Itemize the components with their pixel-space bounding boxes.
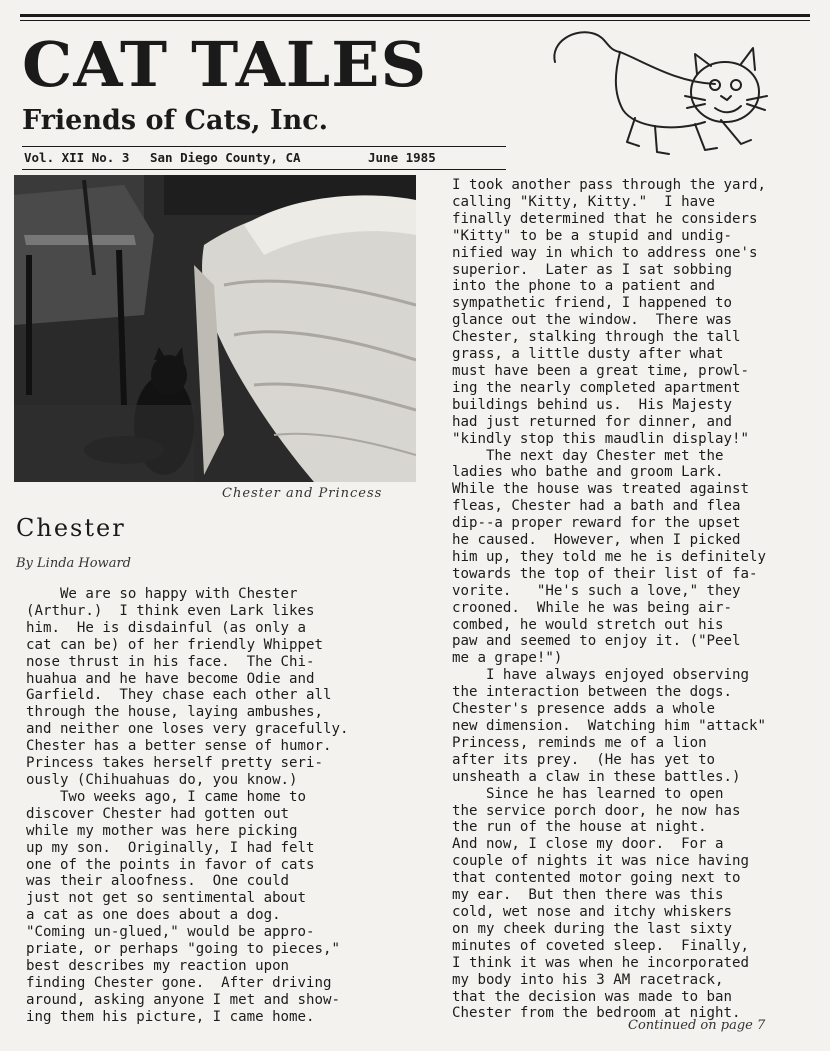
article-line: the interaction between the dogs. — [452, 684, 733, 701]
article-right-column — [452, 177, 766, 1022]
photo-caption: Chester and Princess — [222, 486, 383, 501]
article-line: "Coming un-glued," would be appro- — [26, 924, 315, 941]
article-line: on my cheek during the last sixty — [452, 920, 733, 937]
article-byline: By Linda Howard — [16, 556, 131, 571]
article-line: The next day Chester met the — [452, 447, 724, 464]
article-line: cold, wet nose and itchy whiskers — [452, 903, 733, 920]
article-line: finally determined that he considers — [452, 210, 758, 227]
cat-doodle-illustration — [545, 22, 775, 172]
article-line: while my mother was here picking — [26, 822, 298, 839]
masthead-top-rule-thin — [20, 20, 810, 21]
article-line: had just returned for dinner, and — [452, 413, 733, 430]
article-line: the run of the house at night. — [452, 819, 707, 836]
article-line: the service porch door, he now has — [452, 802, 741, 819]
article-line: ing them his picture, I came home. — [26, 1008, 315, 1025]
article-line: sympathetic friend, I happened to — [452, 295, 733, 312]
article-line: ing the nearly completed apartment — [452, 379, 741, 396]
article-line: Two weeks ago, I came home to — [26, 788, 307, 805]
article-left-column — [26, 586, 348, 1026]
article-line: him. He is disdainful (as only a — [26, 619, 307, 636]
article-line: was their aloofness. One could — [26, 873, 290, 890]
continued-note: Continued on page 7 — [628, 1018, 766, 1033]
article-line: he caused. However, when I picked — [452, 532, 741, 549]
article-line: towards the top of their list of fa- — [452, 565, 758, 582]
article-line: after its prey. (He has yet to — [452, 751, 716, 768]
issue-volume: Vol. XII No. 3 — [24, 150, 130, 165]
article-line: vorite. "He's such a love," they — [452, 582, 741, 599]
newsletter-title: CAT TALES — [22, 28, 428, 101]
article-line: that the decision was made to ban — [452, 988, 733, 1005]
article-line: couple of nights it was nice having — [452, 853, 749, 870]
article-line: around, asking anyone I met and show- — [26, 991, 340, 1008]
article-line: must have been a great time, prowl- — [452, 362, 749, 379]
article-line: fleas, Chester had a bath and flea — [452, 498, 741, 515]
article-line: through the house, laying ambushes, — [26, 704, 323, 721]
article-line: Princess, reminds me of a lion — [452, 734, 707, 751]
article-line: finding Chester gone. After driving — [26, 974, 332, 991]
article-line: him up, they told me he is definitely — [452, 548, 766, 565]
article-line: I took another pass through the yard, — [452, 177, 766, 193]
article-line: one of the points in favor of cats — [26, 856, 315, 873]
article-line: While the house was treated against — [452, 481, 749, 498]
article-line: Garfield. They chase each other all — [26, 687, 332, 704]
article-line: "Kitty" to be a stupid and undig- — [452, 227, 733, 244]
article-line: cat can be) of her friendly Whippet — [26, 636, 323, 653]
article-line: ladies who bathe and groom Lark. — [452, 464, 724, 481]
article-line: Chester, stalking through the tall — [452, 329, 741, 346]
article-line: discover Chester had gotten out — [26, 805, 290, 822]
article-line: unsheath a claw in these battles.) — [452, 768, 741, 785]
article-line: just not get so sentimental about — [26, 890, 307, 907]
article-line: Chester's presence adds a whole — [452, 701, 716, 718]
article-line: I think it was when he incorporated — [452, 954, 749, 971]
article-line: Since he has learned to open — [452, 785, 724, 802]
article-line: me a grape!") — [452, 650, 563, 667]
article-title: Chester — [16, 514, 126, 542]
article-line: a cat as one does about a dog. — [26, 907, 281, 924]
chester-and-princess-photo — [14, 175, 416, 482]
article-line: combed, he would stretch out his — [452, 616, 724, 633]
article-line: And now, I close my door. For a — [452, 836, 724, 853]
article-line: my body into his 3 AM racetrack, — [452, 971, 724, 988]
article-line: ously (Chihuahuas do, you know.) — [26, 771, 298, 788]
issue-location: San Diego County, CA — [150, 150, 301, 165]
article-line: crooned. While he was being air- — [452, 599, 733, 616]
organization-name: Friends of Cats, Inc. — [22, 105, 329, 136]
issue-info-line — [22, 146, 506, 170]
article-line: glance out the window. There was — [452, 312, 733, 329]
issue-date: June 1985 — [368, 150, 436, 165]
article-line: huahua and he have become Odie and — [26, 670, 315, 687]
article-line: up my son. Originally, I had felt — [26, 839, 315, 856]
article-line: dip--a proper reward for the upset — [452, 515, 741, 532]
article-line: minutes of coveted sleep. Finally, — [452, 937, 749, 954]
article-line: my ear. But then there was this — [452, 887, 724, 904]
article-line: I have always enjoyed observing — [452, 667, 749, 684]
article-line: superior. Later as I sat sobbing — [452, 261, 733, 278]
article-line: (Arthur.) I think even Lark likes — [26, 602, 315, 619]
article-line: calling "Kitty, Kitty." I have — [452, 193, 716, 210]
article-line: paw and seemed to enjoy it. ("Peel — [452, 633, 741, 650]
article-line: nose thrust in his face. The Chi- — [26, 653, 315, 670]
article-line: buildings behind us. His Majesty — [452, 396, 733, 413]
article-line: grass, a little dusty after what — [452, 346, 724, 363]
article-line: Chester from the bedroom at night. — [452, 1005, 741, 1022]
article-line: nified way in which to address one's — [452, 244, 758, 261]
article-line: into the phone to a patient and — [452, 278, 716, 295]
article-line: "kindly stop this maudlin display!" — [452, 430, 749, 447]
masthead-top-rule — [20, 14, 810, 17]
article-line: Chester has a better sense of humor. — [26, 738, 332, 755]
article-line: best describes my reaction upon — [26, 957, 290, 974]
article-line: and neither one loses very gracefully. — [26, 721, 349, 738]
article-line: new dimension. Watching him "attack" — [452, 718, 766, 734]
article-line: priate, or perhaps "going to pieces," — [26, 941, 340, 958]
article-line: Princess takes herself pretty seri- — [26, 755, 323, 772]
article-line: that contented motor going next to — [452, 870, 741, 887]
article-line: We are so happy with Chester — [26, 586, 298, 602]
